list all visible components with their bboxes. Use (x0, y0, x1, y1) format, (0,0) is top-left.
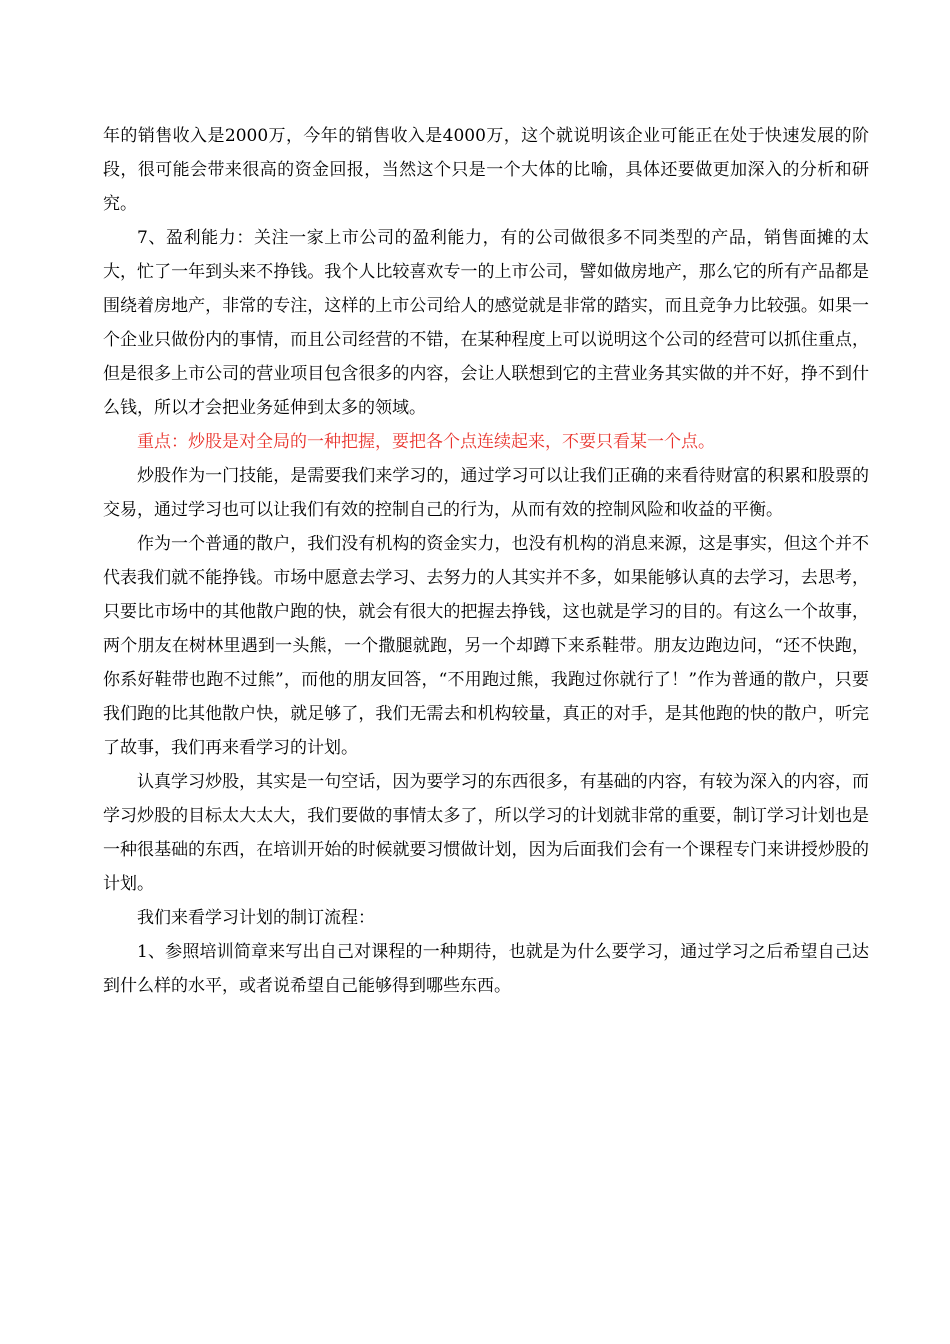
paragraph-study-plan-importance: 认真学习炒股，其实是一句空话，因为要学习的东西很多，有基础的内容，有较为深入的内容，而学习炒股的目标太大太大，我们要做的事情太多了，所以学习的计划就非常的重要，制订学习计划也是一种很基础的东西，在培训开始的时候就要习惯做计划，因为后面我们会有一个课程专门来讲授炒股的计划。 (103, 772, 869, 894)
paragraph-profitability: 7、盈利能力：关注一家上市公司的盈利能力，有的公司做很多不同类型的产品，销售面摊的太大，忙了一年到头来不挣钱。我个人比较喜欢专一的上市公司，譬如做房地产，那么它的所有产品都是围绕着房地产，非常的专注，这样的上市公司给人的感觉就是非常的踏实，而且竞争力比较强。如果一个企业只做份内的事情，而且公司经营的不错，在某种程度上可以说明这个公司的经营可以抓住重点，但是很多上市公司的营业项目包含很多的内容，会让人联想到它的主营业务其实做的并不好，挣不到什么钱，所以才会把业务延伸到太多的领域。 (103, 228, 869, 418)
paragraph-sales-growth: 年的销售收入是2000万，今年的销售收入是4000万，这个就说明该企业可能正在处于快速发展的阶段，很可能会带来很高的资金回报，当然这个只是一个大体的比喻，具体还要做更加深入的分析和研究。 (103, 126, 869, 214)
paragraph-key-point: 重点：炒股是对全局的一种把握，要把各个点连续起来，不要只看某一个点。 (137, 432, 715, 452)
paragraph-stock-as-skill: 炒股作为一门技能，是需要我们来学习的，通过学习可以让我们正确的来看待财富的积累和股票的交易，通过学习也可以让我们有效的控制自己的行为，从而有效的控制风险和收益的平衡。 (103, 466, 869, 520)
document-body (103, 119, 869, 1003)
paragraph-retail-investor-story: 作为一个普通的散户，我们没有机构的资金实力，也没有机构的消息来源，这是事实，但这个并不代表我们就不能挣钱。市场中愿意去学习、去努力的人其实并不多，如果能够认真的去学习，去思考，只要比市场中的其他散户跑的快，就会有很大的把握去挣钱，这也就是学习的目的。有这么一个故事，两个朋友在树林里遇到一头熊，一个撒腿就跑，另一个却蹲下来系鞋带。朋友边跑边问，“还不快跑，你系好鞋带也跑不过熊”，而他的朋友回答，“不用跑过熊，我跑过你就行了！”作为普通的散户，只要我们跑的比其他散户快，就足够了，我们无需去和机构较量，真正的对手，是其他跑的快的散户，听完了故事，我们再来看学习的计划。 (103, 534, 869, 758)
paragraph-plan-process-intro: 我们来看学习计划的制订流程： (137, 908, 375, 928)
paragraph-plan-step-1: 1、参照培训简章来写出自己对课程的一种期待，也就是为什么要学习，通过学习之后希望自己达到什么样的水平，或者说希望自己能够得到哪些东西。 (103, 942, 869, 996)
